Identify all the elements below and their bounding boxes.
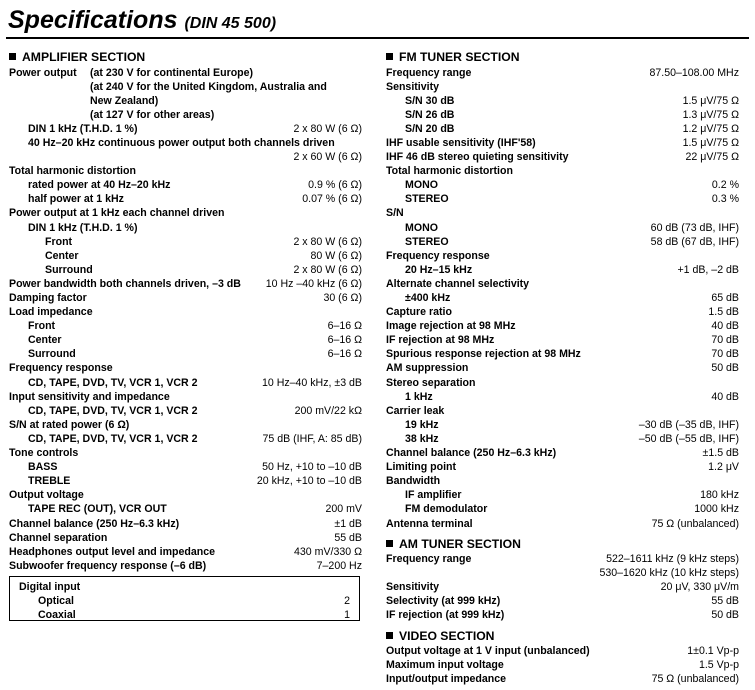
spec-row: Coaxial 1 <box>38 609 350 622</box>
spec-row: 38 kHz –50 dB (–55 dB, IHF) <box>405 432 739 445</box>
spec-row: IHF 46 dB stereo quieting sensitivity 22 μV/75 Ω <box>386 151 739 164</box>
spec-row: Input/output impedance 75 Ω (unbalanced) <box>386 673 739 686</box>
spec-row: Channel balance (250 Hz–6.3 kHz) ±1 dB <box>9 517 362 530</box>
spec-row: Front 6–16 Ω <box>28 320 362 333</box>
spec-row: New Zealand) <box>90 94 159 107</box>
spec-row: 19 kHz –30 dB (–35 dB, IHF) <box>405 418 739 431</box>
spec-row: Bandwidth <box>386 475 441 488</box>
spec-row: 2 x 60 W (6 Ω) <box>293 151 362 164</box>
digital-input-title: Digital input <box>19 581 81 593</box>
spec-row: rated power at 40 Hz–20 kHz 0.9 % (6 Ω) <box>28 179 362 192</box>
spec-row: IHF usable sensitivity (IHF'58) 1.5 μV/75 Ω <box>386 136 739 149</box>
spec-row: Sensitivity <box>386 80 439 93</box>
spec-row: IF rejection at 98 MHz 70 dB <box>386 334 739 347</box>
spec-row: 40 Hz–20 kHz continuous power output both channels driven <box>28 136 335 149</box>
spec-row: Load impedance <box>9 306 93 319</box>
spec-row: DIN 1 kHz (T.H.D. 1 %) 2 x 80 W (6 Ω) <box>28 122 362 135</box>
spec-row: Center 6–16 Ω <box>28 334 362 347</box>
square-bullet-icon <box>386 540 393 547</box>
spec-row: ±400 kHz 65 dB <box>405 292 739 304</box>
section-header-fm: FM TUNER SECTION <box>386 50 739 66</box>
page-title <box>8 6 276 38</box>
spec-row: 530–1620 kHz (10 kHz steps) <box>599 567 739 580</box>
spec-row: (at 127 V for other areas) <box>90 108 215 121</box>
section-header-am: AM TUNER SECTION <box>386 537 739 553</box>
spec-row: CD, TAPE, DVD, TV, VCR 1, VCR 2 10 Hz–40 kHz, ±3 dB <box>28 376 362 389</box>
title-main: Specifications <box>8 6 178 34</box>
spec-row: Tone controls <box>9 447 79 460</box>
spec-row: S/N 26 dB 1.3 μV/75 Ω <box>405 108 739 121</box>
spec-row: Power output (at 230 V for continental Europe) <box>9 66 254 79</box>
spec-row: MONO 60 dB (73 dB, IHF) <box>405 221 739 234</box>
spec-row: Center 80 W (6 Ω) <box>45 249 362 262</box>
spec-row: Frequency range 87.50–108.00 MHz <box>386 66 739 79</box>
spec-row: Headphones output level and impedance 430 mV/330 Ω <box>9 545 362 558</box>
spec-row: Selectivity (at 999 kHz) 55 dB <box>386 595 739 608</box>
spec-row: (at 240 V for the United Kingdom, Australia and <box>90 80 327 93</box>
spec-row: Damping factor 30 (6 Ω) <box>9 292 362 304</box>
spec-row: Output voltage <box>9 489 84 502</box>
title-rule <box>6 37 749 39</box>
spec-row: Frequency response <box>9 362 113 375</box>
spec-row: AM suppression 50 dB <box>386 362 739 375</box>
square-bullet-icon <box>9 53 16 60</box>
spec-row: Power output at 1 kHz each channel driven <box>9 207 225 220</box>
spec-row: 20 Hz–15 kHz +1 dB, –2 dB <box>405 263 739 276</box>
spec-row: Capture ratio 1.5 dB <box>386 306 739 319</box>
spec-row: Image rejection at 98 MHz 40 dB <box>386 320 739 333</box>
spec-row: FM demodulator 1000 kHz <box>405 503 739 516</box>
spec-row: Front 2 x 80 W (6 Ω) <box>45 235 362 248</box>
spec-row: Output voltage at 1 V input (unbalanced) 1±0.1 Vp-p <box>386 645 739 658</box>
spec-row: Maximum input voltage 1.5 Vp-p <box>386 659 739 672</box>
spec-row: Total harmonic distortion <box>9 165 136 178</box>
spec-row: CD, TAPE, DVD, TV, VCR 1, VCR 2 200 mV/22 kΩ <box>28 404 362 417</box>
spec-row: Carrier leak <box>386 404 445 417</box>
square-bullet-icon <box>386 53 393 60</box>
spec-row: Stereo separation <box>386 376 476 389</box>
spec-row: MONO 0.2 % <box>405 179 739 192</box>
spec-row: S/N 30 dB 1.5 μV/75 Ω <box>405 94 739 107</box>
spec-row: Sensitivity 20 μV, 330 μV/m <box>386 581 739 594</box>
section-header-video: VIDEO SECTION <box>386 629 739 645</box>
tuner-video-column <box>386 50 739 686</box>
square-bullet-icon <box>386 632 393 639</box>
spec-row: IF amplifier 180 kHz <box>405 489 739 502</box>
section-header-amplifier: AMPLIFIER SECTION <box>9 50 362 66</box>
spec-row: Frequency response <box>386 249 490 262</box>
title-sub: (DIN 45 500) <box>184 15 277 32</box>
spec-row: Antenna terminal 75 Ω (unbalanced) <box>386 517 739 530</box>
amplifier-column <box>9 50 362 573</box>
spec-row: TAPE REC (OUT), VCR OUT 200 mV <box>28 503 362 516</box>
spec-row: IF rejection (at 999 kHz) 50 dB <box>386 609 739 622</box>
spec-row: S/N 20 dB 1.2 μV/75 Ω <box>405 122 739 135</box>
spec-row: STEREO 58 dB (67 dB, IHF) <box>405 235 739 248</box>
spec-row: Optical 2 <box>38 595 350 608</box>
spec-row: Channel balance (250 Hz–6.3 kHz) ±1.5 dB <box>386 447 739 460</box>
spec-row: S/N at rated power (6 Ω) <box>9 418 130 431</box>
spec-row: S/N <box>386 207 404 220</box>
spec-row: Frequency range 522–1611 kHz (9 kHz steps) <box>386 553 739 566</box>
spec-row: Power bandwidth both channels driven, –3 dB 10 Hz –40 kHz (6 Ω) <box>9 277 362 290</box>
spec-row: Spurious response rejection at 98 MHz 70 dB <box>386 348 739 361</box>
spec-row: Surround 6–16 Ω <box>28 348 362 361</box>
spec-row: Total harmonic distortion <box>386 165 513 178</box>
spec-row: 1 kHz 40 dB <box>405 390 739 403</box>
spec-row: half power at 1 kHz 0.07 % (6 Ω) <box>28 193 362 206</box>
spec-row: STEREO 0.3 % <box>405 193 739 206</box>
spec-row: CD, TAPE, DVD, TV, VCR 1, VCR 2 75 dB (IHF, A: 85 dB) <box>28 432 362 445</box>
spec-row: Subwoofer frequency response (–6 dB) 7–200 Hz <box>9 559 362 572</box>
spec-row: Input sensitivity and impedance <box>9 390 170 403</box>
spec-row: Limiting point 1.2 μV <box>386 461 739 474</box>
spec-row: Surround 2 x 80 W (6 Ω) <box>45 263 362 276</box>
spec-row: TREBLE 20 kHz, +10 to –10 dB <box>28 475 362 488</box>
spec-row: Alternate channel selectivity <box>386 277 530 290</box>
spec-row: Channel separation 55 dB <box>9 531 362 544</box>
spec-row: DIN 1 kHz (T.H.D. 1 %) <box>28 221 138 234</box>
spec-row: BASS 50 Hz, +10 to –10 dB <box>28 461 362 474</box>
digital-input-box <box>9 576 360 621</box>
